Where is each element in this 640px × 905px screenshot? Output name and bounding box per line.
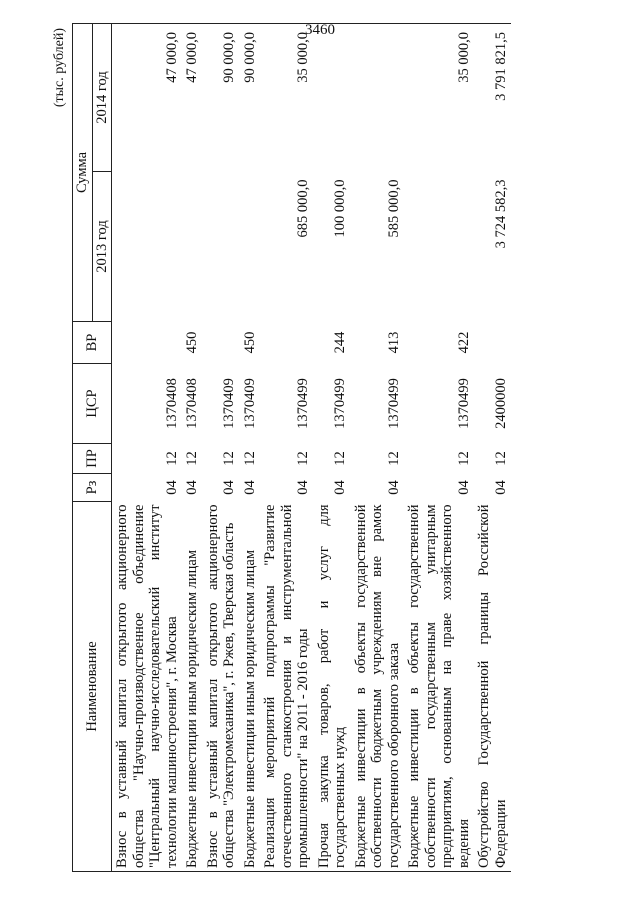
table-body <box>112 24 512 872</box>
row-name: Прочая закупка товаров, работ и услуг для государственных нужд <box>314 502 351 872</box>
row-name: Обустройство Государственной границы Российской Федерации <box>474 502 511 872</box>
row-sum-2013: 585 000,0 <box>385 179 402 238</box>
row-sum-2014: 35 000,0 <box>260 24 314 172</box>
row-sum-2014: 35 000,0 <box>404 24 474 172</box>
row-pr: 12 <box>492 451 509 466</box>
row-rz: 04 <box>295 480 311 495</box>
row-vr: 450 <box>241 331 258 354</box>
row-pr: 12 <box>241 451 258 466</box>
row-csr: 2400000 <box>492 378 509 429</box>
table-row <box>240 24 261 872</box>
row-vr <box>260 322 314 364</box>
table-header <box>73 24 112 872</box>
row-sum-2013 <box>182 172 203 322</box>
row-csr: 1370499 <box>385 378 402 429</box>
row-rz: 04 <box>492 480 509 495</box>
row-name: Бюджетные инвестиции иным юридическим лицам <box>240 502 261 872</box>
row-sum-2013 <box>240 172 261 322</box>
row-pr: 12 <box>295 451 311 466</box>
row-sum-2014 <box>351 24 405 172</box>
units-label: (тыс. рублей) <box>52 28 67 108</box>
row-sum-2014 <box>314 24 351 172</box>
header-pr: ПР <box>73 444 112 474</box>
rotated-table-container <box>52 24 584 872</box>
row-csr: 1370409 <box>241 378 258 429</box>
row-csr: 1370408 <box>163 378 180 429</box>
page-number: 3460 <box>305 22 335 38</box>
table-row <box>203 24 240 872</box>
row-vr <box>112 322 183 364</box>
budget-table <box>72 23 511 872</box>
table-row <box>182 24 203 872</box>
row-vr <box>203 322 240 364</box>
row-sum-2013 <box>112 172 183 322</box>
table-row <box>351 24 405 872</box>
header-rz: Рз <box>73 474 112 502</box>
row-pr: 12 <box>221 451 237 466</box>
row-rz: 04 <box>221 480 237 495</box>
row-rz: 04 <box>184 480 200 495</box>
row-pr: 12 <box>332 451 348 466</box>
row-sum-2014: 90 000,0 <box>203 24 240 172</box>
table-row <box>112 24 183 872</box>
row-sum-2014: 3 791 821,5 <box>474 24 511 172</box>
row-sum-2013 <box>404 172 474 322</box>
row-rz: 04 <box>241 480 258 495</box>
row-name: Бюджетные инвестиции в объекты государственной собственности государственным унитарным предприятиям, основанным на праве хозяйственного ведения <box>404 502 474 872</box>
header-2013: 2013 год <box>92 172 112 322</box>
row-pr: 12 <box>184 451 200 466</box>
row-csr: 1370408 <box>184 378 200 429</box>
row-name: Бюджетные инвестиции в объекты государственной собственности бюджетным учреждениям вне рамок государственного оборонного заказа <box>351 502 405 872</box>
header-name: Наименование <box>73 502 112 872</box>
row-pr: 12 <box>163 451 180 466</box>
row-rz: 04 <box>332 480 348 495</box>
row-rz: 04 <box>385 480 402 495</box>
row-sum-2014: 47 000,0 <box>182 24 203 172</box>
table-row <box>260 24 314 872</box>
row-csr: 1370409 <box>221 378 237 429</box>
header-vr: ВР <box>73 322 112 364</box>
table-row <box>314 24 351 872</box>
row-sum-2013 <box>203 172 240 322</box>
row-pr: 12 <box>455 451 472 466</box>
row-sum-2014: 47 000,0 <box>112 24 183 172</box>
row-sum-2013: 3 724 582,3 <box>492 179 509 249</box>
row-vr: 413 <box>385 331 402 354</box>
row-sum-2014: 90 000,0 <box>240 24 261 172</box>
row-name: Бюджетные инвестиции иным юридическим лицам <box>182 502 203 872</box>
row-vr: 422 <box>455 331 472 354</box>
row-name: Реализация мероприятий подпрограммы "Развитие отечественного станкостроения и инструментальной промышленности" на 2011 - 2016 годы <box>260 502 314 872</box>
row-name: Взнос в уставный капитал открытого акционерного общества "Электромеханика", г. Ржев, Тверская область <box>203 502 240 872</box>
header-csr: ЦСР <box>73 364 112 444</box>
table-row <box>474 24 511 872</box>
row-sum-2013: 685 000,0 <box>295 179 311 238</box>
row-vr <box>474 322 511 364</box>
row-rz: 04 <box>455 480 472 495</box>
row-vr: 244 <box>332 331 348 354</box>
row-pr: 12 <box>385 451 402 466</box>
header-sum: Сумма <box>73 24 93 322</box>
table-row <box>404 24 474 872</box>
row-csr: 1370499 <box>455 378 472 429</box>
row-rz: 04 <box>163 480 180 495</box>
header-2014: 2014 год <box>92 24 112 172</box>
row-csr: 1370499 <box>295 378 311 429</box>
row-sum-2013: 100 000,0 <box>332 179 348 238</box>
row-vr: 450 <box>184 331 200 354</box>
row-csr: 1370499 <box>332 378 348 429</box>
row-name: Взнос в уставный капитал открытого акционерного общества "Научно-производственное объединение "Центральный научно-исследовательский институт технологии машиностроения", г. Москва <box>112 502 183 872</box>
